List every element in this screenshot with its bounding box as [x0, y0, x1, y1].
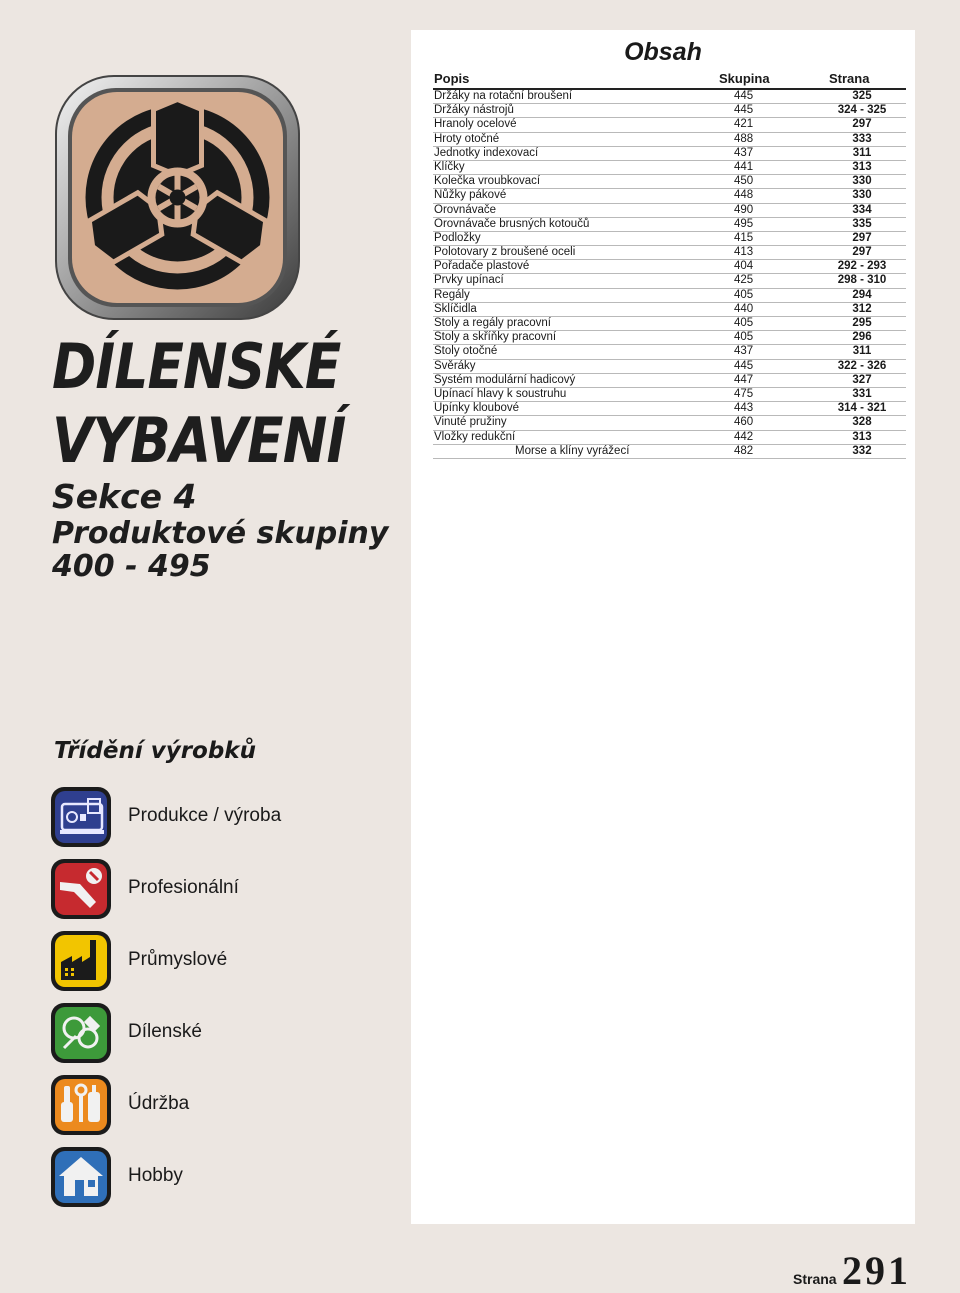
product-groups-label: Produktové skupiny — [52, 516, 389, 551]
contents-panel — [411, 30, 915, 1224]
row-desc: Jednotky indexovací — [434, 146, 539, 159]
table-row — [433, 431, 906, 445]
row-desc: Držáky na rotační broušení — [434, 90, 573, 102]
page-number: 291 — [842, 1248, 911, 1293]
row-desc: Hranoly ocelové — [434, 118, 517, 131]
row-group: 447 — [734, 373, 754, 386]
row-desc: Svěráky — [434, 359, 476, 372]
row-page: 327 — [852, 373, 872, 386]
row-page: 328 — [852, 416, 872, 429]
table-row — [433, 260, 906, 274]
row-desc: Prvky upínací — [434, 274, 504, 287]
row-desc: Kolečka vroubkovací — [434, 175, 541, 188]
table-row — [433, 345, 906, 359]
row-page: 297 — [852, 231, 872, 244]
row-page: 322 - 326 — [837, 359, 887, 372]
row-desc: Stoly otočné — [434, 345, 498, 358]
table-row — [433, 161, 906, 175]
header-page: Strana — [829, 71, 870, 86]
row-group: 405 — [734, 331, 754, 344]
row-page: 311 — [852, 345, 872, 358]
table-row — [433, 416, 906, 430]
table-row — [433, 402, 906, 416]
row-page: 296 — [852, 331, 872, 344]
section-subtitle: Sekce 4 — [52, 477, 197, 516]
table-row — [433, 445, 906, 459]
industrial-factory-icon — [50, 930, 112, 992]
table-row — [433, 246, 906, 260]
row-desc: Vinuté pružiny — [434, 416, 507, 429]
category-hobby — [50, 1146, 410, 1208]
table-row — [433, 204, 906, 218]
row-group: 442 — [734, 430, 754, 443]
row-group: 415 — [734, 231, 754, 244]
row-group: 437 — [734, 146, 754, 159]
row-page: 297 — [852, 246, 872, 259]
category-label: Profesionální — [128, 877, 239, 898]
row-group: 405 — [734, 288, 754, 301]
row-desc: Upínací hlavy k soustruhu — [434, 387, 567, 400]
row-desc: Vložky redukční — [434, 430, 516, 443]
row-page: 298 - 310 — [837, 274, 887, 287]
row-desc: Pořadače plastové — [434, 260, 530, 273]
table-row — [433, 147, 906, 161]
category-professional — [50, 858, 410, 920]
row-group: 445 — [734, 104, 754, 117]
row-page: 311 — [852, 146, 872, 159]
maintenance-tools-icon — [50, 1074, 112, 1136]
row-desc: Morse a klíny vyrážecí — [515, 444, 630, 457]
row-group: 404 — [734, 260, 754, 273]
row-group: 425 — [734, 274, 754, 287]
row-page: 330 — [852, 189, 872, 202]
workshop-tools-icon — [50, 1002, 112, 1064]
row-page: 335 — [852, 217, 872, 230]
row-page: 314 - 321 — [837, 402, 887, 415]
row-desc: Klíčky — [434, 160, 465, 173]
row-page: 331 — [852, 387, 872, 400]
contents-table-header — [433, 70, 906, 90]
category-maintenance — [50, 1074, 410, 1136]
table-row — [433, 175, 906, 189]
table-row — [433, 303, 906, 317]
table-row — [433, 388, 906, 402]
row-desc: Orovnávače — [434, 203, 497, 216]
row-desc: Držáky nástrojů — [434, 104, 514, 117]
row-page: 294 — [852, 288, 872, 301]
table-row — [433, 232, 906, 246]
table-row — [433, 274, 906, 288]
row-group: 495 — [734, 217, 754, 230]
row-desc: Upínky kloubové — [434, 402, 520, 415]
row-group: 460 — [734, 416, 754, 429]
header-desc: Popis — [434, 71, 470, 86]
row-group: 405 — [734, 317, 754, 329]
row-page: 297 — [852, 118, 872, 131]
row-group: 482 — [734, 444, 754, 457]
row-desc: Regály — [434, 288, 470, 301]
table-row — [433, 133, 906, 147]
category-label: Průmyslové — [128, 949, 228, 970]
row-page: 332 — [852, 444, 872, 457]
row-desc: Stoly a regály pracovní — [434, 317, 551, 329]
table-row — [433, 104, 906, 118]
category-label: Produkce / výroba — [128, 805, 282, 826]
row-desc: Podložky — [434, 231, 481, 244]
category-label: Dílenské — [128, 1021, 202, 1042]
row-group: 490 — [734, 203, 754, 216]
row-group: 488 — [734, 132, 754, 145]
row-group: 440 — [734, 302, 754, 315]
row-group: 437 — [734, 345, 754, 358]
category-workshop — [50, 1002, 410, 1064]
row-page: 312 — [852, 302, 872, 315]
page-label: Strana — [793, 1271, 837, 1287]
table-row — [433, 189, 906, 203]
row-group: 450 — [734, 175, 754, 188]
table-row — [433, 118, 906, 132]
row-page: 324 - 325 — [837, 104, 887, 117]
product-groups-range: 400 - 495 — [52, 549, 211, 584]
table-row — [433, 331, 906, 345]
row-group: 421 — [734, 118, 754, 131]
hobby-house-icon — [50, 1146, 112, 1208]
category-label: Hobby — [128, 1165, 183, 1186]
row-desc: Stoly a skříňky pracovní — [434, 331, 557, 344]
row-page: 334 — [852, 203, 872, 216]
row-desc: Orovnávače brusných kotoučů — [434, 217, 590, 230]
row-desc: Polotovary z broušené oceli — [434, 246, 576, 259]
row-page: 292 - 293 — [837, 260, 887, 273]
row-group: 443 — [734, 402, 754, 415]
table-row — [433, 90, 906, 104]
row-page: 333 — [852, 132, 872, 145]
row-desc: Hroty otočné — [434, 132, 500, 145]
row-page: 325 — [852, 90, 872, 102]
row-group: 441 — [734, 160, 754, 173]
section-title-line2: VYBAVENÍ — [52, 404, 346, 477]
row-desc: Systém modulární hadicový — [434, 373, 576, 386]
row-desc: Sklíčidla — [434, 302, 477, 315]
production-machine-icon — [50, 786, 112, 848]
category-industrial — [50, 930, 410, 992]
row-page: 330 — [852, 175, 872, 188]
contents-table — [433, 90, 906, 459]
row-page: 295 — [852, 317, 872, 329]
professional-wrench-icon — [50, 858, 112, 920]
row-group: 413 — [734, 246, 754, 259]
row-page: 313 — [852, 430, 872, 443]
section-title-line1: DÍLENSKÉ — [52, 330, 341, 403]
category-production — [50, 786, 410, 848]
row-desc: Nůžky pákové — [434, 189, 507, 202]
row-group: 448 — [734, 189, 754, 202]
table-row — [433, 374, 906, 388]
table-row — [433, 218, 906, 232]
section-logo — [55, 75, 300, 320]
tri-blade-emblem-icon — [55, 75, 300, 320]
row-group: 475 — [734, 387, 754, 400]
table-row — [433, 317, 906, 331]
row-group: 445 — [734, 359, 754, 372]
contents-title: Obsah — [624, 38, 702, 66]
row-page: 313 — [852, 160, 872, 173]
table-row — [433, 289, 906, 303]
classification-title: Třídění výrobků — [54, 738, 256, 764]
row-group: 445 — [734, 90, 754, 102]
table-row — [433, 360, 906, 374]
header-group: Skupina — [719, 71, 770, 86]
category-label: Údržba — [128, 1093, 190, 1114]
